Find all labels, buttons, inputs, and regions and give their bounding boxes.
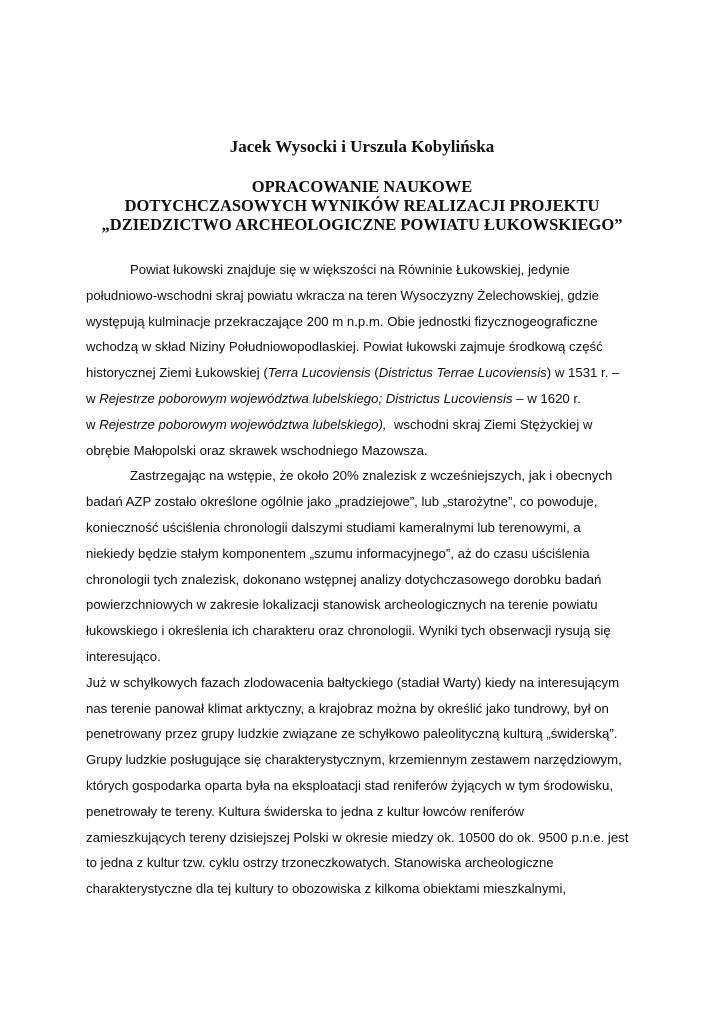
text-line: chronologii tych znalezisk, dokonano wstępnej analizy dotychczasowego dorobku badań: [86, 571, 602, 587]
text-line: konieczność uściślenia chronologii dalszymi studiami kameralnymi lub terenowymi, a: [86, 519, 581, 535]
text-line: penetrowany przez grupy ludzkie związane ze schyłkowo paleolityczną kulturą „świderską”.: [86, 726, 618, 742]
text-line: charakterystyczne dla tej kultury to obozowiska z kilkoma obiektami mieszkalnymi,: [86, 881, 567, 897]
document-body: [86, 257, 646, 902]
text-line: Grupy ludzkie posługujące się charakterystycznym, krzemiennym zestawem narzędziowym,: [86, 752, 622, 768]
text-line: łukowskiego i określenia ich charakteru oraz chronologii. Wyniki tych obserwacji rysują się: [86, 623, 611, 639]
document-authors: Jacek Wysocki i Urszula Kobylińska: [229, 137, 495, 156]
text-line: [86, 386, 646, 412]
italic-run: Rejestrze poborowym województwa lubelskiego),: [99, 416, 387, 432]
text-line: to jedna z kultur tzw. cyklu ostrzy trzoneczkowatych. Stanowiska archeologiczne: [86, 855, 554, 871]
paragraph-3: [86, 670, 646, 902]
text-run: w: [86, 416, 100, 432]
text-line: powierzchniowych w zakresie lokalizacji stanowisk archeologicznych na terenie powiatu: [86, 597, 598, 613]
text-line: penetrowały te tereny. Kultura świderska to jedna z kultur łowców reniferów: [86, 803, 525, 819]
text-line: południowo-wschodni skraj powiatu wkracza na teren Wysoczyzny Żelechowskiej, gdzie: [86, 287, 599, 303]
text-run: – w 1620 r.: [512, 390, 581, 406]
text-line: [86, 412, 646, 438]
text-line: badań AZP zostało określone ogólnie jako „pradziejowe”, lub „starożytne”, co powoduje,: [86, 494, 598, 510]
text-line: Powiat łukowski znajduje się w większości na Równinie Łukowskiej, jedynie: [130, 262, 570, 277]
italic-run: Terra Lucoviensis: [267, 365, 371, 381]
text-line: występują kulminacje przekraczające 200 m n.p.m. Obie jednostki fizycznogeograficzne: [86, 313, 598, 329]
text-line: zamieszkujących tereny dzisiejszej Polski w okresie miedzy ok. 10500 do ok. 9500 p.n.e. jest: [86, 829, 629, 845]
text-line: wchodzą w skład Niziny Południowopodlaskiej. Powiat łukowski zajmuje środkową część: [86, 339, 603, 355]
document-title: [0, 177, 724, 234]
text-run: w: [86, 390, 100, 406]
text-line: nas terenie panował klimat arktyczny, a krajobraz można by określić jako tundrowy, był on: [86, 700, 609, 716]
text-line: obrębie Małopolski oraz skrawek wschodniego Mazowsza.: [86, 442, 428, 458]
text-run: (: [370, 365, 379, 381]
italic-run: Rejestrze poborowym województwa lubelskiego; Districtus Lucoviensis: [99, 390, 513, 406]
title-line: „DZIEDZICTWO ARCHEOLOGICZNE POWIATU ŁUKOWSKIEGO”: [101, 215, 623, 234]
text-run: wschodni skraj Ziemi Stężyckiej w: [386, 416, 593, 432]
paragraph-1: [86, 257, 646, 463]
title-line: DOTYCHCZASOWYCH WYNIKÓW REALIZACJI PROJEKTU: [124, 196, 600, 215]
text-line: [86, 360, 646, 386]
paragraph-2: [86, 463, 646, 669]
text-line: niekiedy będzie stałym komponentem „szumu informacyjnego”, aż do czasu uściślenia: [86, 545, 590, 561]
text-run: historycznej Ziemi Łukowskiej (: [86, 365, 268, 381]
text-line: Już w schyłkowych fazach zlodowacenia bałtyckiego (stadiał Warty) kiedy na interesującym: [86, 674, 620, 690]
text-line: których gospodarka oparta była na eksploatacji stad reniferów żyjących w tym środowisku,: [86, 777, 614, 793]
italic-run: Districtus Terrae Lucoviensis: [378, 365, 547, 381]
title-line: OPRACOWANIE NAUKOWE: [251, 177, 473, 196]
text-line: Zastrzegając na wstępie, że około 20% znalezisk z wcześniejszych, jak i obecnych: [130, 468, 613, 484]
text-line: interesująco.: [86, 648, 161, 664]
text-run: ) w 1531 r. –: [546, 365, 620, 381]
